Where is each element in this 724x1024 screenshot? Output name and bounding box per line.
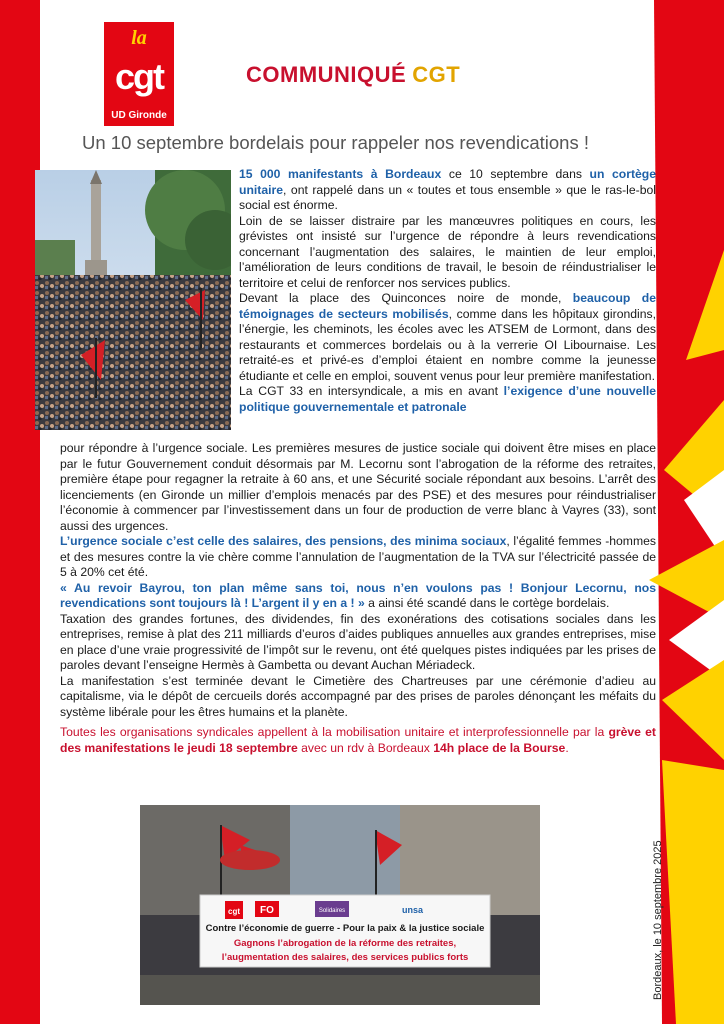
paragraph-5	[60, 534, 656, 581]
full-width-text	[60, 441, 656, 756]
highlight: L’urgence sociale c’est celle des salaires, des pensions, des minima sociaux	[60, 534, 507, 548]
cgt-logo	[104, 22, 174, 126]
highlight: 15 000 manifestants à Bordeaux	[239, 167, 442, 181]
paragraph-8: La manifestation s’est terminée devant le Cimetière des Chartreuses par une cérémonie d’adieu au capitalisme, via le dépôt de cercueils dorés accompagné par des prises de paroles dénonçant les méfaits du système libérale pour les êtres humains et la planète.	[60, 673, 656, 719]
banner-fo-logo: FO	[260, 905, 274, 916]
text: , ont rappelé dans un « toutes et tous ensemble » que le ras-le-bol social est énorme.	[239, 182, 656, 212]
text: La CGT 33 en intersyndicale, a mis en avant	[239, 384, 504, 398]
paragraph-4-cont: pour répondre à l’urgence sociale. Les premières mesures de justice sociale qui doivent être mises en place par le futur Gouvernement conduit désormais par M. Lecornu sont l’abrogation de la réforme des retraites, première étape pour regagner la retraite à 60 ans, et une Sécurité sociale répondant aux besoins. L’arrêt des licenciements (en Gironde un millier d’emplois menacés par des PSE) et des mesures pour réindustrialiser l’économie à commencer par l’investissement dans un four de production de verre blanc à Vayres (33), sont aussi des urgences.	[60, 441, 656, 533]
logo-ud-gironde: UD Gironde	[111, 110, 167, 121]
banner-solidaires-logo: Solidaires	[318, 908, 346, 914]
paragraph-1	[239, 167, 656, 214]
side-date: Bordeaux, le 10 septembre 2025	[652, 840, 664, 1000]
text: avec un rdv à Bordeaux	[297, 740, 434, 755]
text: ce 10 septembre dans	[441, 167, 590, 181]
highlight: un cortège unitaire	[239, 167, 657, 197]
crowd-photo	[35, 170, 231, 430]
paragraph-9	[60, 725, 656, 756]
cgt-word: CGT	[412, 62, 461, 87]
paragraph-3	[239, 291, 656, 384]
paragraph-2: Loin de se laisser distraire par les manœuvres politiques en cours, les grévistes ont insisté sur l’urgence de répondre à leurs revendications concernant l’augmentation des salaires, le maintien de leur emploi, l’amélioration de leurs conditions de travail, le besoin de réindustrialiser le territoire et celui de renforcer nos services publics.	[239, 213, 656, 290]
text: a ainsi été scandé dans le cortège bordelais.	[364, 596, 610, 610]
banner-line-1: Contre l’économie de guerre - Pour la paix & la justice sociale	[205, 923, 485, 934]
text: , l’égalité femmes -hommes et des mesures contre la vie chère comme l’annulation de l’augmentation de la TVA sur l’électricité passée de 5 à 20% cet été.	[60, 534, 656, 579]
paragraph-7: Taxation des grandes fortunes, des dividendes, fin des exonérations des cotisations sociales dans les entreprises, remise à plat des 211 milliards d’euros d’aides publiques annuelles aux grandes entreprises, mise en place d’une vraie progressivité de l’impôt sur le revenu, ont été quelques pistes indiquées par les prises de paroles devant l’enseigne Hermès à Gambetta ou devant Auchan Mériadeck.	[60, 611, 656, 672]
text: Devant la place des Quinconces noire de monde,	[239, 291, 573, 305]
main-text-column	[239, 167, 656, 415]
text: Toutes les organisations syndicales appellent à la mobilisation unitaire et interprofessionnelle par la	[60, 725, 609, 739]
highlight: beaucoup de témoignages de secteurs mobilisés	[239, 291, 656, 321]
logo-la: la	[131, 27, 147, 49]
banner-line-3: l’augmentation des salaires, des services publics forts	[221, 952, 469, 963]
banner-photo	[140, 805, 540, 1005]
text: , comme dans les hôpitaux girondins, l’énergie, les cheminots, les écoles avec les ATSEM de Lormont, dans des restaurants et commerces bordelais ou à la verrerie OI Libournaise. Les retraité-es et privé-es d’emploi étaient en nombre comme la jeunesse étudiante et celle en emploi, souvent venus pour leur première manifestation.	[239, 306, 656, 383]
banner-cgt-logo: cgt	[228, 907, 240, 916]
left-red-band	[0, 0, 40, 1024]
communique-word: COMMUNIQUÉ	[246, 62, 407, 87]
communique-title	[246, 62, 460, 88]
paragraph-4-intro	[239, 384, 656, 415]
headline: Un 10 septembre bordelais pour rappeler nos revendications !	[82, 132, 589, 153]
logo-cgt: cgt	[115, 56, 163, 97]
highlight: grève et des manifestations le jeudi 18 septembre	[60, 725, 656, 755]
highlight: l’exigence d’une nouvelle politique gouvernementale et patronale	[239, 384, 656, 414]
banner-unsa-logo: unsa	[402, 905, 424, 915]
banner-line-2: Gagnons l’abrogation de la réforme des retraites,	[233, 938, 457, 949]
slogan: « Au revoir Bayrou, ton plan même sans toi, nous n’en voulons pas ! Bonjour Lecornu, nos revendications sont toujours là ! L’argent il y en a ! »	[60, 580, 656, 610]
highlight: 14h place de la Bourse	[433, 740, 566, 755]
paragraph-6	[60, 581, 656, 612]
text: .	[565, 740, 569, 755]
